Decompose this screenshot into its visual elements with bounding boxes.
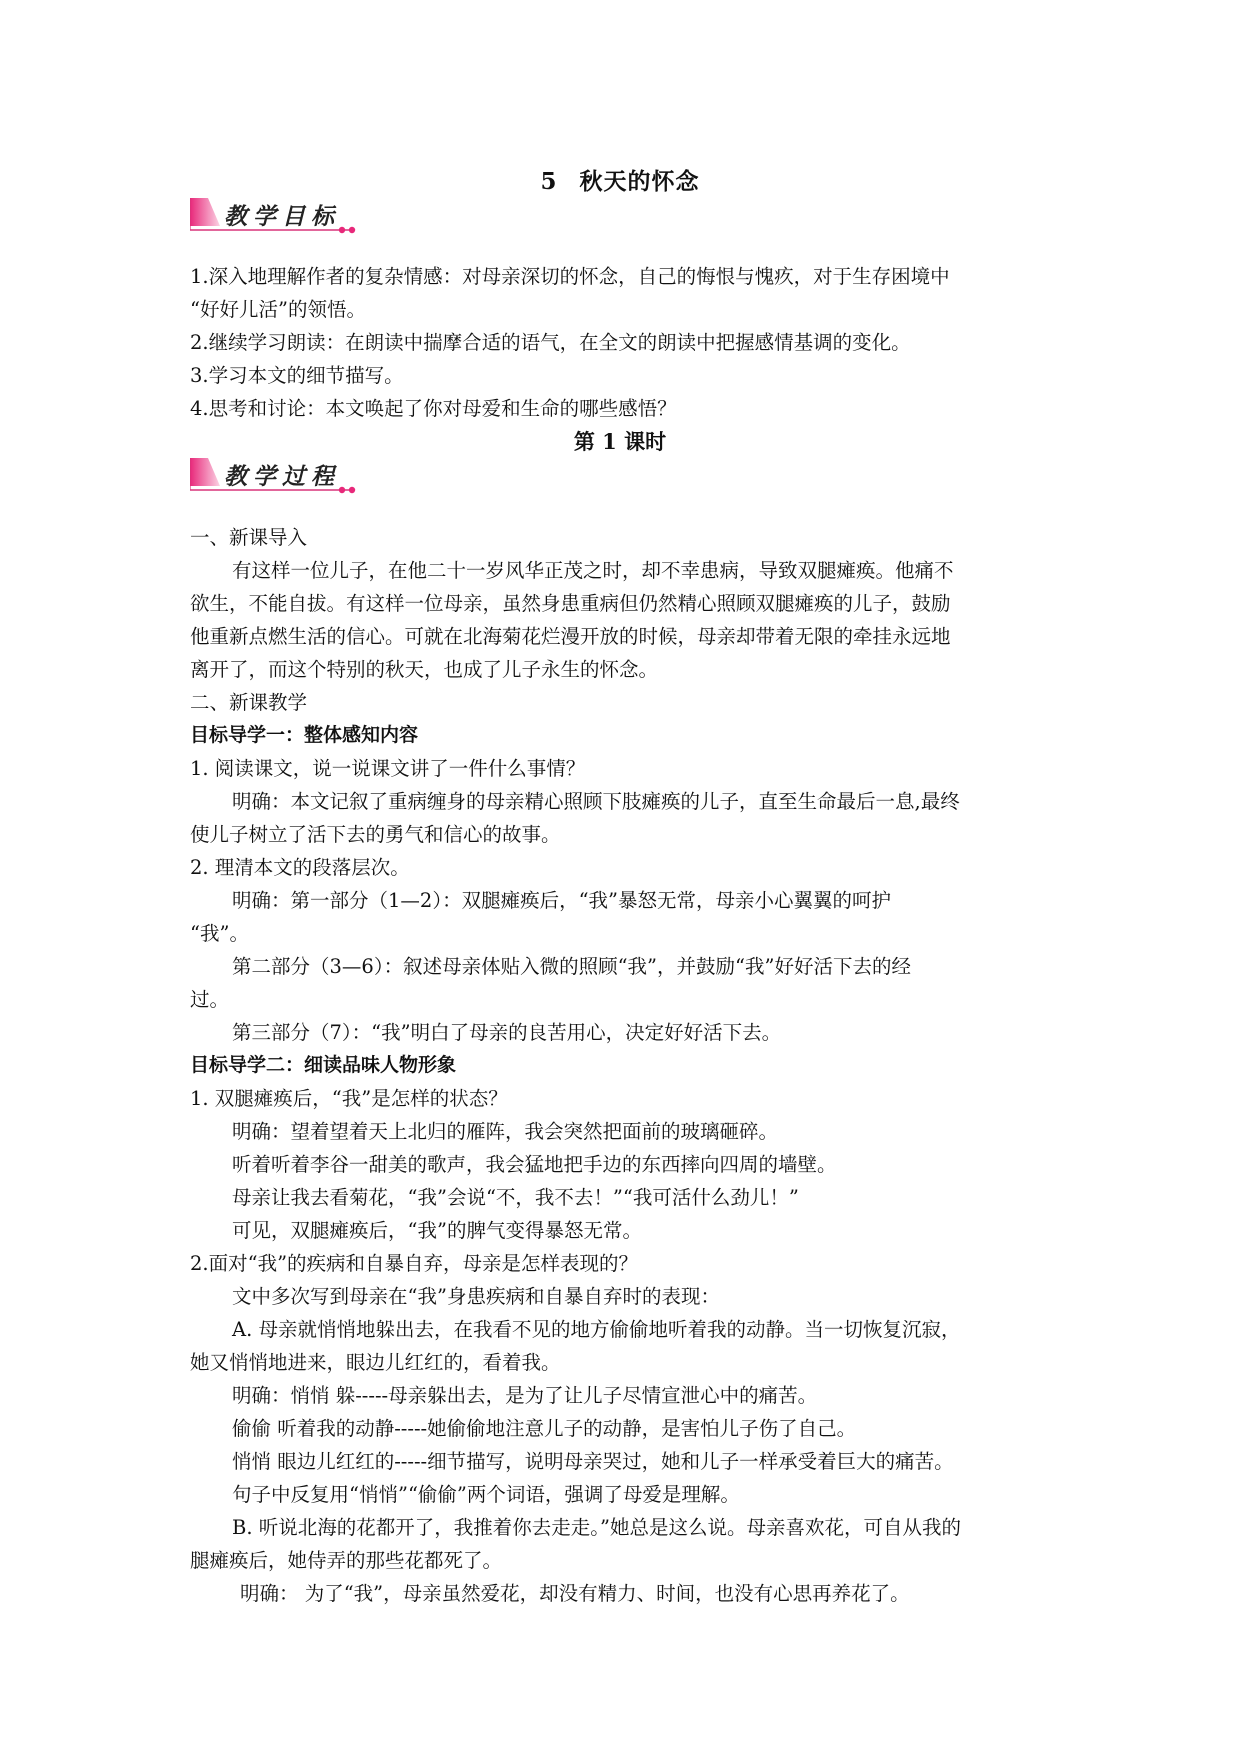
question-line: 1. 阅读课文，说一说课文讲了一件什么事情？	[190, 757, 586, 780]
section-tag-process	[190, 456, 370, 500]
body-line: 腿瘫痪后，她侍弄的那些花都死了。	[190, 1549, 503, 1572]
lesson-number: 5	[540, 168, 558, 195]
body-line: 过。	[190, 988, 230, 1011]
body-line: 明确：本文记叙了重病缠身的母亲精心照顾下肢瘫痪的儿子，直至生命最后一息,最终	[232, 790, 960, 813]
body-line: 可见，双腿瘫痪后，“我”的脾气变得暴怒无常。	[232, 1219, 642, 1242]
body-line: 句子中反复用“悄悄”“偷偷”两个词语，强调了母爱是理解。	[232, 1483, 740, 1506]
goal-line: 3.学习本文的细节描写。	[190, 364, 404, 387]
lesson-title-text: 秋天的怀念	[579, 168, 700, 195]
goal-line: 1.深入地理解作者的复杂情感：对母亲深切的怀念，自己的悔恨与愧疚，对于生存困境中	[190, 265, 950, 288]
lesson-period-heading: 第 1 课时	[573, 429, 667, 454]
body-line: 第二部分（3—6）：叙述母亲体贴入微的照顾“我”，并鼓励“我”好好活下去的经	[232, 955, 911, 978]
question-line: 2.面对“我”的疾病和自暴自弃，母亲是怎样表现的？	[190, 1252, 639, 1275]
target-heading: 目标导学二：细读品味人物形象	[190, 1054, 457, 1076]
body-line: B. 听说北海的花都开了，我推着你去走走。”她总是这么说。母亲喜欢花，可自从我的	[232, 1516, 961, 1539]
body-heading: 一、新课导入	[190, 526, 308, 549]
body-line: 母亲让我去看菊花，“我”会说“不，我不去！”“我可活什么劲儿！”	[232, 1186, 799, 1209]
section-tag-process-label: 教学过程	[224, 463, 340, 490]
question-line: 1. 双腿瘫痪后，“我”是怎样的状态？	[190, 1087, 508, 1110]
body-line: 第三部分（7）：“我”明白了母亲的良苦用心，决定好好活下去。	[232, 1021, 782, 1044]
goal-line: 2.继续学习朗读：在朗读中揣摩合适的语气，在全文的朗读中把握感情基调的变化。	[190, 331, 911, 354]
target-heading: 目标导学一：整体感知内容	[190, 724, 419, 746]
lesson-title	[0, 163, 1240, 196]
section-tag-goals	[190, 196, 370, 240]
body-line: 欲生，不能自拔。有这样一位母亲，虽然身患重病但仍然精心照顾双腿瘫痪的儿子，鼓励	[190, 592, 951, 615]
body-line: 文中多次写到母亲在“我”身患疾病和自暴自弃时的表现：	[232, 1285, 720, 1308]
goal-line: “好好儿活”的领悟。	[190, 298, 366, 321]
body-line: 明确：第一部分（1—2）：双腿瘫痪后，“我”暴怒无常，母亲小心翼翼的呵护	[232, 889, 892, 912]
body-line: 使儿子树立了活下去的勇气和信心的故事。	[190, 823, 561, 846]
body-line: 明确：望着望着天上北归的雁阵，我会突然把面前的玻璃砸碎。	[232, 1120, 779, 1143]
body-line: 偷偷 听着我的动静-----她偷偷地注意儿子的动静，是害怕儿子伤了自己。	[232, 1417, 857, 1440]
question-line: 2. 理清本文的段落层次。	[190, 856, 410, 879]
goal-line: 4.思考和讨论：本文唤起了你对母爱和生命的哪些感悟？	[190, 397, 677, 420]
body-line: 明确：悄悄 躲-----母亲躲出去，是为了让儿子尽情宣泄心中的痛苦。	[232, 1384, 818, 1407]
body-line: 有这样一位儿子，在他二十一岁风华正茂之时，却不幸患病，导致双腿瘫痪。他痛不	[232, 559, 954, 582]
body-line: 她又悄悄地进来，眼边儿红红的，看着我。	[190, 1351, 561, 1374]
body-heading: 二、新课教学	[190, 691, 308, 714]
body-line: 离开了，而这个特别的秋天，也成了儿子永生的怀念。	[190, 658, 659, 681]
section-tag-goals-label: 教学目标	[224, 203, 340, 230]
body-line: 听着听着李谷一甜美的歌声，我会猛地把手边的东西摔向四周的墙壁。	[232, 1153, 837, 1176]
body-line: 他重新点燃生活的信心。可就在北海菊花烂漫开放的时候，母亲却带着无限的牵挂永远地	[190, 625, 951, 648]
body-line: 明确： 为了“我”，母亲虽然爱花，却没有精力、时间，也没有心思再养花了。	[240, 1582, 910, 1605]
body-line: A. 母亲就悄悄地躲出去，在我看不见的地方偷偷地听着我的动静。当一切恢复沉寂，	[232, 1318, 961, 1341]
body-line: 悄悄 眼边儿红红的-----细节描写，说明母亲哭过，她和儿子一样承受着巨大的痛苦。	[232, 1450, 954, 1473]
body-line: “我”。	[190, 922, 249, 945]
